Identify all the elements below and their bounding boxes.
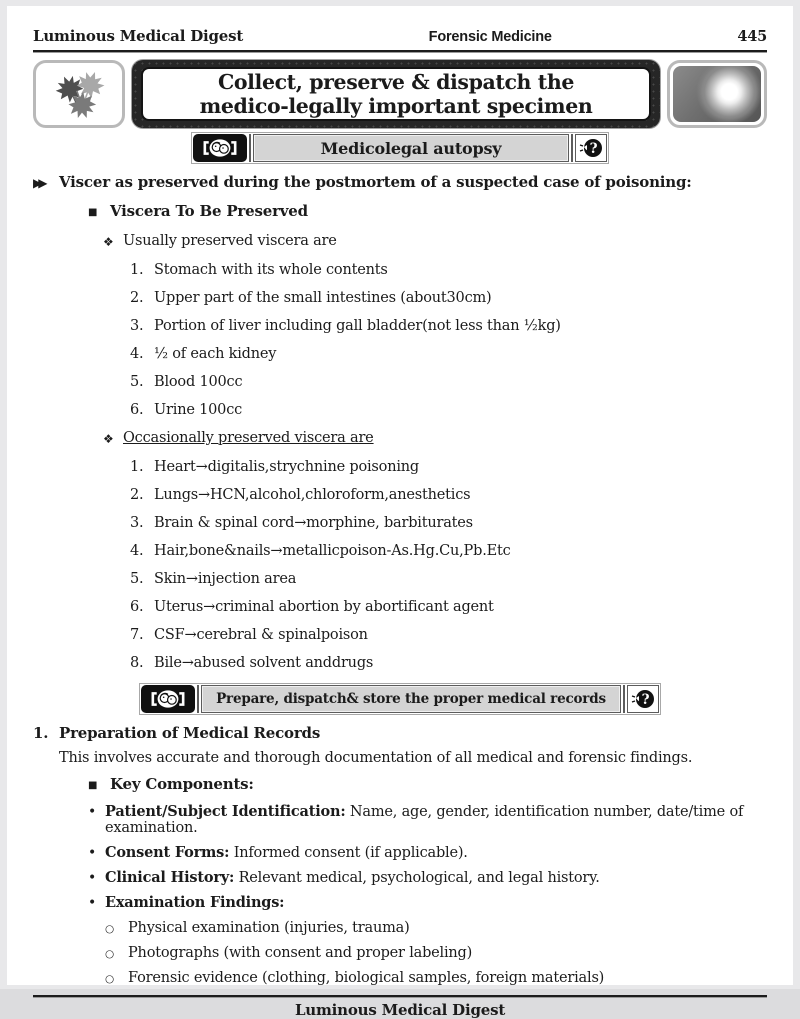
item-number: 7. — [130, 627, 144, 643]
item-number: 4. — [130, 543, 144, 559]
bullet-text — [105, 895, 284, 911]
item-text: ½ of each kidney — [154, 346, 277, 362]
bullet-item — [33, 845, 767, 861]
sub-bullet-item — [33, 945, 767, 962]
circle-bullet-icon: ○ — [105, 973, 114, 985]
question-head-icon — [627, 685, 659, 713]
lamp-photo — [673, 66, 761, 122]
item-text: Brain & spinal cord→morphine, barbiturates — [154, 515, 473, 531]
sub-bullet-text: Photographs (with consent and proper labeling) — [128, 945, 473, 961]
chapter-title-banner — [132, 60, 660, 128]
item-number: 8. — [130, 655, 144, 671]
lamp-image-frame — [667, 60, 767, 128]
viscera-subheading: Viscera To Be Preserved — [110, 202, 308, 220]
faces-icon — [141, 685, 195, 713]
poisoning-heading-row — [33, 174, 767, 191]
faces-icon — [193, 134, 247, 162]
usually-title: Usually preserved viscera are — [123, 233, 337, 249]
item-number: 6. — [130, 402, 144, 418]
footer-book-title: Luminous Medical Digest — [294, 1001, 506, 1019]
usually-title-row — [33, 233, 767, 250]
list-item — [33, 346, 767, 362]
occasionally-title: Occasionally preserved viscera are — [123, 430, 374, 446]
records-heading: Preparation of Medical Records — [59, 724, 321, 742]
dot-bullet-icon: • — [88, 870, 97, 886]
chapter-title-row — [33, 60, 767, 128]
list-item — [33, 627, 767, 643]
item-text: Heart→digitalis,strychnine poisoning — [154, 459, 419, 475]
double-arrow-icon: ▶▶ — [33, 176, 44, 190]
item-number: 1. — [130, 459, 144, 475]
item-text: Stomach with its whole contents — [154, 262, 388, 278]
item-text: Blood 100cc — [154, 374, 243, 390]
item-text: Skin→injection area — [154, 571, 297, 587]
svg-text:?: ? — [589, 141, 598, 157]
chapter-title-line2: medico-legally important specimen — [199, 94, 593, 118]
bullet-text — [105, 870, 600, 886]
list-item — [33, 290, 767, 306]
bullet-body: Informed consent (if applicable). — [229, 845, 468, 861]
poisoning-heading: Viscer as preserved during the postmortem of a suspected case of poisoning: — [59, 173, 692, 191]
dot-bullet-icon: • — [88, 804, 97, 820]
list-item — [33, 402, 767, 418]
section-banner-2 — [139, 683, 661, 715]
sub-bullet-item — [33, 920, 767, 937]
list-item — [33, 459, 767, 475]
banner-separator — [197, 685, 199, 713]
item-number: 2. — [130, 290, 144, 306]
item-text: Uterus→criminal abortion by abortificant agent — [154, 599, 494, 615]
section-banner-1-label: Medicolegal autopsy — [253, 134, 569, 162]
section-banner-1-wrap — [33, 132, 767, 164]
records-intro: This involves accurate and thorough documentation of all medical and forensic findings. — [59, 750, 693, 766]
item-text: CSF→cerebral & spinalpoison — [154, 627, 368, 643]
list-item — [33, 543, 767, 559]
diamond-bullet-icon: ❖ — [103, 432, 114, 446]
list-item — [33, 262, 767, 278]
leaves-image-frame — [33, 60, 125, 128]
banner-separator — [249, 134, 251, 162]
list-item — [33, 599, 767, 615]
sub-bullet-text: Forensic evidence (clothing, biological samples, foreign materials) — [128, 970, 605, 986]
sub-bullet-item — [33, 970, 767, 987]
bullet-item — [33, 895, 767, 911]
maple-leaves-icon — [37, 65, 121, 123]
footer-rule — [33, 995, 767, 998]
svg-text:?: ? — [641, 692, 650, 708]
item-text: Urine 100cc — [154, 402, 243, 418]
item-text: Hair,bone&nails→metallicpoison-As.Hg.Cu,Pb.Etc — [154, 543, 511, 559]
item-number: 1. — [130, 262, 144, 278]
item-number: 4. — [130, 346, 144, 362]
section-banner-2-label: Prepare, dispatch& store the proper medical records — [201, 685, 621, 713]
section-banner-2-wrap — [33, 683, 767, 715]
records-intro-row — [33, 750, 767, 766]
bullet-label: Examination Findings: — [105, 894, 285, 911]
item-text: Bile→abused solvent anddrugs — [154, 655, 374, 671]
item-number: 5. — [130, 571, 144, 587]
circle-bullet-icon: ○ — [105, 923, 114, 935]
bullet-body: Name, age, gender, identification number, date/time of examination. — [105, 804, 744, 836]
bullet-label: Patient/Subject Identification: — [105, 803, 346, 820]
list-item — [33, 515, 767, 531]
header-rule — [33, 50, 767, 53]
chapter-title-line1: Collect, preserve & dispatch the — [217, 70, 575, 94]
sub-bullet-text: Physical examination (injuries, trauma) — [128, 920, 410, 936]
bullet-text — [105, 845, 468, 861]
bullet-item — [33, 870, 767, 886]
list-item — [33, 374, 767, 390]
item-number: 6. — [130, 599, 144, 615]
banner-separator — [623, 685, 625, 713]
document-page — [7, 6, 793, 1019]
bullet-label: Clinical History: — [105, 869, 235, 886]
bullet-text — [105, 804, 767, 836]
records-number: 1. — [33, 724, 49, 742]
page-header — [33, 6, 767, 45]
item-number: 3. — [130, 318, 144, 334]
list-item — [33, 487, 767, 503]
key-components-label: Key Components: — [110, 775, 254, 793]
list-item — [33, 318, 767, 334]
item-text: Upper part of the small intestines (about30cm) — [154, 290, 492, 306]
item-number: 3. — [130, 515, 144, 531]
diamond-bullet-icon: ❖ — [103, 235, 114, 249]
item-text: Portion of liver including gall bladder(not less than ½kg) — [154, 318, 561, 334]
key-components-row — [33, 776, 767, 794]
header-book-title: Luminous Medical Digest — [33, 27, 244, 45]
dot-bullet-icon: • — [88, 895, 97, 911]
item-text: Lungs→HCN,alcohol,chloroform,anesthetics — [154, 487, 471, 503]
banner-separator — [571, 134, 573, 162]
circle-bullet-icon: ○ — [105, 948, 114, 960]
item-number: 2. — [130, 487, 144, 503]
chapter-title-text — [141, 67, 651, 121]
bullet-item — [33, 804, 767, 836]
list-item — [33, 655, 767, 671]
records-heading-row — [33, 725, 767, 741]
header-page-number: 445 — [737, 28, 767, 45]
section-banner-1 — [191, 132, 609, 164]
list-item — [33, 571, 767, 587]
viscera-subheading-row — [33, 203, 767, 221]
header-subject: Forensic Medicine — [428, 29, 552, 45]
item-number: 5. — [130, 374, 144, 390]
bullet-body: Relevant medical, psychological, and legal history. — [234, 870, 600, 886]
square-bullet-icon: ■ — [88, 207, 98, 218]
question-head-icon — [575, 134, 607, 162]
leaves-image — [39, 66, 119, 122]
square-bullet-icon: ■ — [88, 780, 98, 791]
bullet-label: Consent Forms: — [105, 844, 230, 861]
occasionally-title-row — [33, 430, 767, 447]
dot-bullet-icon: • — [88, 845, 97, 861]
